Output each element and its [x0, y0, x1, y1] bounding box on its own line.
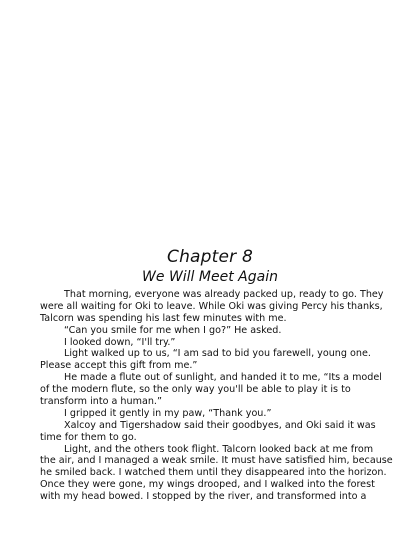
chapter-body	[40, 289, 410, 503]
text-line: were all waiting for Oki to leave. While Oki was giving Percy his thanks,	[40, 300, 383, 312]
text-line: transform into a human.”	[40, 396, 162, 408]
text-line: with my head bowed. I stopped by the river, and transformed into a	[40, 491, 367, 503]
text-line: Light, and the others took flight. Talcorn looked back at me from	[64, 443, 374, 455]
text-line: Please accept this gift from me.”	[40, 360, 198, 372]
text-line: Xalcoy and Tigershadow said their goodbyes, and Oki said it was	[64, 419, 376, 431]
text-line: the air, and I managed a weak smile. It must have satisfied him, because	[40, 455, 393, 467]
text-line: That morning, everyone was already packed up, ready to go. They	[64, 289, 384, 300]
chapter-number: Chapter 8	[167, 247, 253, 267]
text-line: I looked down, “I'll try.”	[64, 336, 176, 348]
text-line: Talcorn was spending his last few minutes with me.	[40, 312, 287, 324]
text-line: Once they were gone, my wings drooped, and I walked into the forest	[40, 479, 375, 491]
chapter-heading	[0, 247, 420, 286]
text-line: Light walked up to us, “I am sad to bid you farewell, young one.	[64, 348, 371, 360]
text-line: He made a flute out of sunlight, and handed it to me, “Its a model	[64, 372, 382, 384]
chapter-title: We Will Meet Again	[142, 269, 278, 285]
text-line: of the modern flute, so the only way you'll be able to play it is to	[40, 384, 351, 396]
text-line: he smiled back. I watched them until they disappeared into the horizon.	[40, 467, 387, 479]
text-line: I gripped it gently in my paw, “Thank you.”	[64, 407, 272, 419]
text-line: “Can you smile for me when I go?” He asked.	[64, 324, 282, 336]
text-line: time for them to go.	[40, 431, 137, 443]
